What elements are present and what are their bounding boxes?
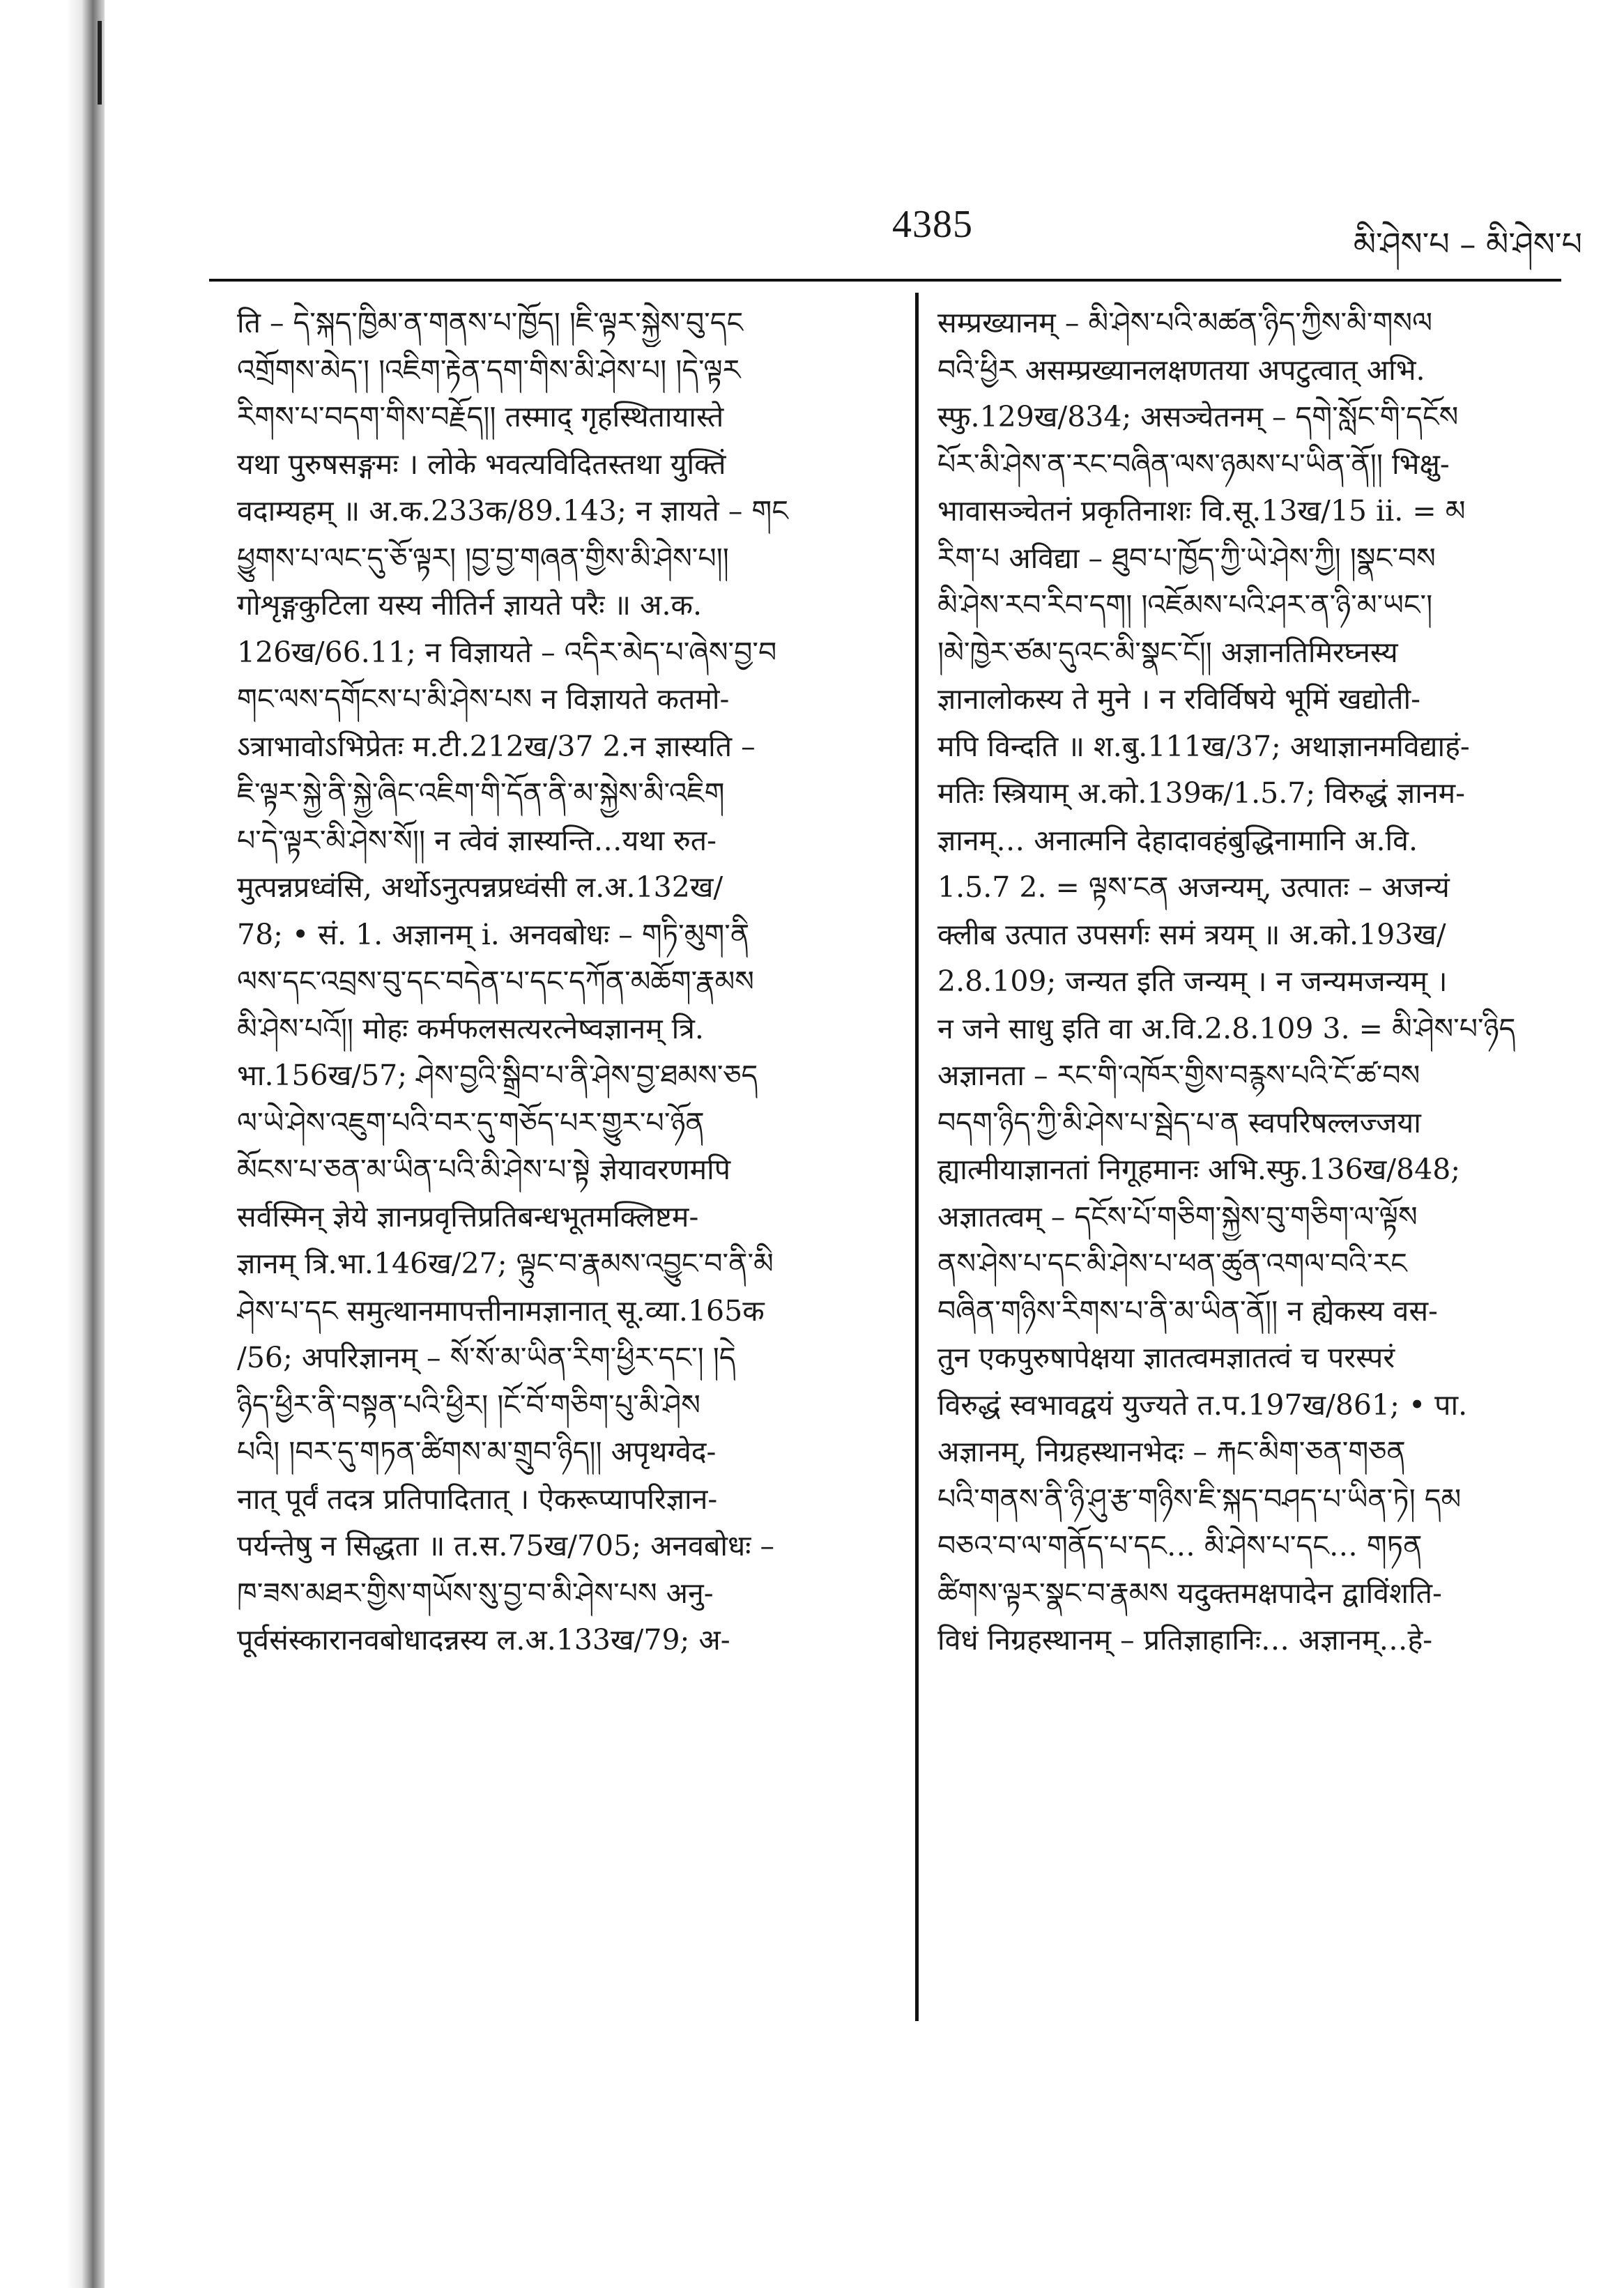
text-line: ཕྱུགས་པ་ལང་དུ་ཅོ་ལྟར། །བྱ་བྱ་གཞན་གྱིས་མི་ཤེས་པ།། [237, 541, 729, 575]
text-line: सर्वस्मिन् ज्ञेये ज्ञानप्रवृत्तिप्रतिबन्धभूतमक्लिष्टम- [237, 1199, 699, 1234]
text-line: ཤེས་པ་དང समुत्थानमापत्तीनामज्ञानात् सू.व्या.165क [237, 1293, 765, 1328]
text-line: ཉིད་ཕྱིར་ནི་བསྟན་པའི་ཕྱིར། །ངོ་བོ་གཅིག་པུ་མི་ཤེས [237, 1388, 700, 1422]
text-line: རིག་པ अविद्या – ཐུབ་པ་ཁྱོད་ཀྱི་ཡེ་ཤེས་ཀྱི། །སྣང་བས [937, 541, 1436, 575]
page-number: 4385 [892, 203, 973, 246]
text-line: པོར་མི་ཤེས་ན་རང་བཞིན་ལས་ཉམས་པ་ཡིན་ནོ།། भिक्षु- [937, 447, 1450, 481]
text-line: ज्ञानम्… अनात्मनि देहादावहंबुद्धिनामानि अ.वि. [937, 823, 1418, 857]
text-line: འགྲོགས་མེད་། །འཇིག་རྟེན་དག་གིས་མི་ཤེས་པ། །དེ་ལྟར [237, 353, 741, 387]
text-line: गोशृङ्गकुटिला यस्य नीतिर्न ज्ञायते परैः ॥ अ.क. [237, 588, 703, 622]
text-line: ति – དེ་སྐད་ཁྱིམ་ན་གནས་པ་ཁྱོད། །ཇི་ལྟར་སྐྱེས་བུ་དང [237, 306, 744, 339]
text-line: པ་དེ་ལྟར་མི་ཤེས་སོ།། न त्वेवं ज्ञास्यन्ति…यथा रुत- [237, 823, 717, 857]
text-line: མི་ཤེས་པའོ།། मोहः कर्मफलसत्यरत्नेष्वज्ञानम् त्रि. [237, 1011, 704, 1045]
text-line: གང་ལས་དགོངས་པ་མི་ཤེས་པས न विज्ञायते कतमो- [237, 682, 730, 716]
text-line: पूर्वसंस्कारानवबोधादन्नस्य ल.अ.133ख/79; अ- [237, 1623, 730, 1657]
text-line: ज्ञानालोकस्य ते मुने । न रविर्विषये भूमिं खद्योती- [937, 682, 1420, 716]
text-line: मुत्पन्नप्रध्वंसि, अर्थोऽनुत्पन्नप्रध्वंसी ल.अ.132ख/ [237, 870, 723, 904]
text-line: ཇི་ལྟར་སྐྱེ་ནི་སྐྱེ་ཞིང་འཇིག་གི་དོན་ནི་མ་སྐྱེས་མི་འཇིག [237, 776, 725, 810]
text-line: ལ་ཡེ་ཤེས་འཇུག་པའི་བར་དུ་གཅོད་པར་གྱུར་པ་ཉོན [237, 1105, 705, 1139]
text-line: ལས་དང་འབྲས་བུ་དང་བདེན་པ་དང་དཀོན་མཆོག་རྣམས [237, 965, 754, 998]
text-line: यथा पुरुषसङ्गमः । लोके भवत्यविदितस्तथा युक्तिं [237, 447, 726, 481]
text-line: /56; अपरिज्ञानम् – སོ་སོ་མ་ཡིན་རིག་ཕྱིར་དང་། །དེ [237, 1341, 736, 1374]
book-spine-shadow [66, 0, 105, 2288]
text-line: पर्यन्तेषु न सिद्धता ॥ त.स.75ख/705; अनवबोधः – [237, 1529, 775, 1563]
text-line: मपि विन्दति ॥ श.बु.111ख/37; अथाज्ञानमविद्याहं- [937, 729, 1470, 763]
text-line: ज्ञानम् त्रि.भा.146ख/27; ལྟུང་བ་རྣམས་འབྱུང་བ་ནི་མི [237, 1247, 774, 1280]
text-line: ह्यात्मीयाज्ञानतां निगूहमानः अभि.स्फु.136ख/848; [937, 1153, 1461, 1186]
text-line: བདག་ཉིད་ཀྱི་མི་ཤེས་པ་སྦེད་པ་ན स्वपरिषल्लज्जया [937, 1105, 1421, 1139]
text-line: མི་ཤེས་རབ་རིབ་དག། །འཇོམས་པའི་ཤར་ན་ཉི་མ་ཡང་། [937, 588, 1433, 622]
text-line: ཁ་ཟས་མཐར་གྱིས་གཡོས་སུ་བྱ་བ་མི་ཤེས་པས अनु- [237, 1576, 714, 1610]
text-line: བའི་ཕྱིར असम्प्रख्यानलक्षणतया अपटुत्वात् अभि. [937, 353, 1425, 387]
text-line: མོངས་པ་ཅན་མ་ཡིན་པའི་མི་ཤེས་པ་སྟེ ज्ञेयावरणमपि [237, 1153, 731, 1186]
text-line: मतिः स्त्रियाम् अ.को.139क/1.5.7; विरुद्धं ज्ञानम- [937, 776, 1465, 810]
text-line: भा.156ख/57; ཤེས་བྱའི་སྒྲིབ་པ་ནི་ཤེས་བྱ་ཐམས་ཅད [237, 1059, 758, 1092]
text-line: 126ख/66.11; न विज्ञायते – འདིར་མེད་པ་ཞེས་བྱ་བ [237, 635, 777, 669]
text-line: स्फु.129ख/834; असञ्चेतनम् – དགེ་སློང་གི་དངོས [937, 400, 1459, 433]
text-line: विरुद्धं स्वभावद्वयं युज्यते त.प.197ख/861; • पा. [937, 1388, 1468, 1422]
text-line: 78; • सं. 1. अज्ञानम् i. अनवबोधः – གཏི་མུག་ནི [237, 917, 750, 951]
text-line: པའི། །བར་དུ་གཏན་ཚིགས་མ་གྲུབ་ཉིད།། अपृथग्वेद- [237, 1435, 717, 1468]
text-line: །མེ་ཁྱེར་ཙམ་དུའང་མི་སྣང་ངོ།། अज्ञानतिमिरघ्नस्य [937, 635, 1398, 669]
right-column [937, 300, 1579, 1664]
text-line: नात् पूर्वं तदत्र प्रतिपादितात् । ऐकरूप्यापरिज्ञान- [237, 1482, 718, 1516]
scan-artifact [98, 21, 102, 105]
text-line: सम्प्रख्यानम् – མི་ཤེས་པའི་མཚན་ཉིད་ཀྱིས་མི་གསལ [937, 306, 1433, 339]
left-column [237, 300, 920, 1664]
text-line: भावासञ्चेतनं प्रकृतिनाशः वि.सू.13ख/15 ii. = མ [937, 494, 1466, 528]
text-line: ཚིགས་ལྟར་སྣང་བ་རྣམས यदुक्तमक्षपादेन द्वाविंशति- [937, 1576, 1442, 1610]
text-line: अज्ञानता – རང་གི་འཁོར་གྱིས་བརྙས་པའི་ངོ་ཚ་བས [937, 1059, 1420, 1092]
text-line: རིགས་པ་བདག་གིས་བརྗོད།། तस्माद् गृहस्थितायास्ते [237, 400, 724, 433]
text-line: विधं निग्रहस्थानम् – प्रतिज्ञाहानिः… अज्ञानम्…हे- [937, 1623, 1433, 1657]
text-line: तुन एकपुरुषापेक्षया ज्ञातत्वमज्ञातत्वं च परस्परं [937, 1341, 1395, 1374]
text-line: བཅའ་བ་ལ་གནོད་པ་དང… མི་ཤེས་པ་དང… གཏན [937, 1529, 1423, 1563]
text-line: न जने साधु इति वा अ.वि.2.8.109 3. = མི་ཤེས་པ་ཉིད [937, 1011, 1516, 1045]
text-line: 2.8.109; जन्यत इति जन्यम् । न जन्यमजन्यम् । [937, 965, 1448, 998]
text-line: ནས་ཤེས་པ་དང་མི་ཤེས་པ་ཕན་ཚུན་འགལ་བའི་རང [937, 1247, 1407, 1280]
header-rule [209, 279, 1561, 282]
text-line: वदाम्यहम् ॥ अ.क.233क/89.143; न ज्ञायते – གང [237, 494, 788, 528]
text-line: 1.5.7 2. = ལྟས་ངན अजन्यम्, उत्पातः – अजन्यं [937, 870, 1450, 904]
text-line: अज्ञातत्वम् – དངོས་པོ་གཅིག་སྐྱེས་བུ་གཅིག་ལ་ལྟོས [937, 1199, 1418, 1234]
running-head: མི་ཤེས་པ – མི་ཤེས་པ [1353, 225, 1582, 263]
text-line: བཞིན་གཉིས་རིགས་པ་ནི་མ་ཡིན་ནོ།། न ह्येकस्य वस- [937, 1293, 1438, 1328]
text-line: ऽत्राभावोऽभिप्रेतः म.टी.212ख/37 2.न ज्ञास्यति – [237, 729, 756, 763]
text-line: क्लीब उत्पात उपसर्गः समं त्रयम् ॥ अ.को.193ख/ [937, 917, 1446, 951]
text-line: པའི་གནས་ནི་ཉི་ཤུ་རྩ་གཉིས་ཇི་སྐད་བཤད་པ་ཡིན་ཏེ། དམ [937, 1482, 1462, 1516]
text-line: अज्ञानम्, निग्रहस्थानभेदः – རྐང་མིག་ཅན་གཅན [937, 1435, 1406, 1468]
